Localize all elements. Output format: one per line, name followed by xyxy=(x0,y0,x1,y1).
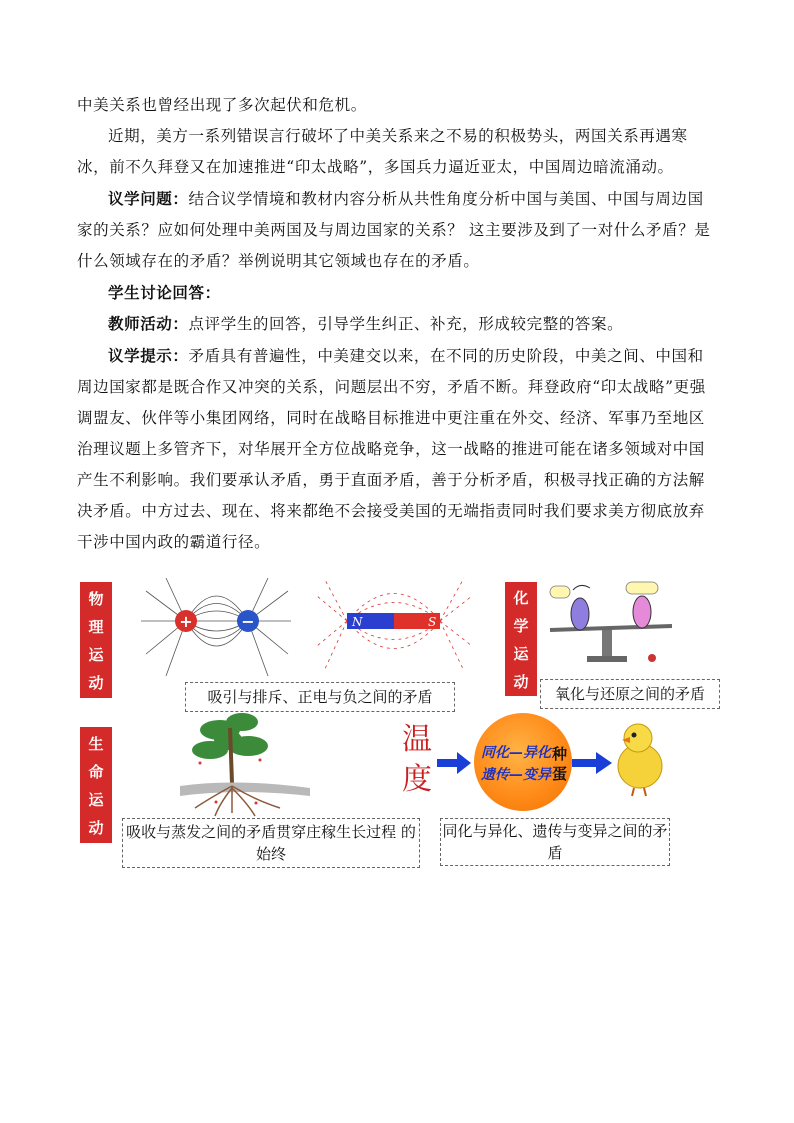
student-discussion-label: 学生讨论回答： xyxy=(108,283,221,302)
chemistry-caption: 氧化与还原之间的矛盾 xyxy=(540,679,720,709)
life-motion-label: 生 命 运 动 xyxy=(80,727,112,843)
svg-text:+: + xyxy=(179,612,193,631)
teacher-activity-label: 教师活动： xyxy=(108,314,189,333)
temperature-label: 温度 xyxy=(402,722,432,797)
physics-motion-label: 物 理 运 动 xyxy=(80,582,112,698)
circle-line-2: 遗传—变异 xyxy=(481,767,551,783)
magnet-south: S xyxy=(428,615,437,629)
plant-illustration xyxy=(160,708,320,818)
paragraph-1-text: 近期，美方一系列错误言行破坏了中美关系来之不易的积极势头，两国关系再遇寒冰，前不久拜登又在加速推进“印太战略”，多国兵力逼近亚太，中国周边暗流涌动。 xyxy=(77,127,688,176)
paragraph-0-text: 中美关系也曾经出现了多次起伏和危机。 xyxy=(77,96,367,114)
question-label: 议学问题： xyxy=(108,189,189,208)
question-text: 结合议学情境和教材内容分析从共性角度分析中国与美国、中国与周边国家的关系？应如何处理中美两国及与周边国家的关系？ 这主要涉及到了一对什么矛盾？是什么领域存在的矛盾？举例说明其它领域也存在的矛盾。 xyxy=(77,190,711,270)
chemistry-motion-label: 化 学 运 动 xyxy=(505,582,537,696)
redox-balance-illustration xyxy=(542,578,682,670)
magnet-north: N xyxy=(352,615,363,629)
hint-text: 矛盾具有普遍性，中美建交以来，在不同的历史阶段，中美之间、中国和周边国家都是既合作又冲突的关系，问题层出不穷，矛盾不断。拜登政府“印太战略”更强调盟友、伙伴等小集团网络，同时在战略目标推进中更注重在外交、经济、军事乃至地区治理议题上多管齐下，对华展开全方位战略竞争，这一战略的推进可能在诸多领域对中国产生不利影响。我们要承认矛盾，勇于直面矛盾，善于分析矛盾，积极寻找正确的方法解决矛盾。中方过去、现在、将来都绝不会接受美国的无端指责同时我们要求美方彻底放弃干涉中国内政的霸道行径。 xyxy=(77,347,706,551)
circle-line-1: 同化—异化 xyxy=(481,745,551,761)
physics-caption: 吸引与排斥、正电与负之间的矛盾 xyxy=(185,682,455,712)
magnet-field-illustration xyxy=(312,576,477,681)
hint-label: 议学提示： xyxy=(108,346,189,365)
arrow-right-icon xyxy=(437,752,471,774)
bio-caption: 同化与异化、遗传与变异之间的矛盾 xyxy=(440,818,670,866)
egg-label: 种蛋 xyxy=(552,745,568,783)
teacher-activity-text: 点评学生的回答，引导学生纠正、补充，形成较完整的答案。 xyxy=(188,315,624,333)
life-caption: 吸收与蒸发之间的矛盾贯穿庄稼生长过程 的始终 xyxy=(122,818,420,868)
svg-text:−: − xyxy=(241,612,255,631)
electric-field-illustration xyxy=(136,576,296,681)
arrow-right-icon xyxy=(572,752,612,774)
chick-illustration xyxy=(612,716,668,798)
